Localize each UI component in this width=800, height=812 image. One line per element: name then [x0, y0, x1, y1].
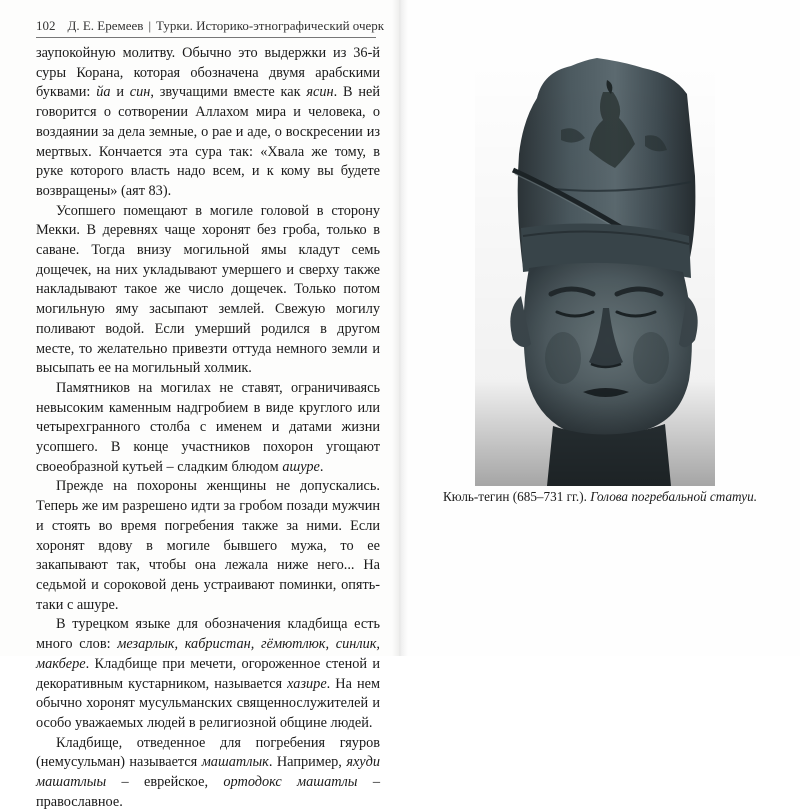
italic-term: ясин: [306, 84, 334, 101]
text-run: .: [319, 458, 324, 475]
header-title: Турки. Историко-этнографический очерк: [156, 18, 385, 33]
statue-head-photo: [475, 58, 715, 486]
paragraph: [36, 615, 380, 733]
figure-caption: [400, 489, 800, 505]
header-author: Д. Е. Еремеев: [67, 18, 144, 33]
paragraph: [36, 477, 380, 615]
text-run: – православное.: [36, 774, 380, 810]
paragraph: [36, 734, 380, 812]
statue-head-illustration: [475, 58, 715, 486]
caption-italic: Голова погребальной статуи.: [590, 489, 757, 504]
left-page: [0, 0, 400, 810]
text-run: В турецком языке для обозначения кладбища есть много слов:: [36, 616, 380, 653]
paragraph: [36, 202, 380, 379]
italic-term: ашуре: [282, 458, 320, 475]
header-rule: [36, 37, 376, 38]
text-run: . Например,: [268, 754, 347, 771]
italic-term: яхуди машатлыы: [36, 754, 380, 791]
text-run: заупокойную молитву. Обычно это выдержки из 36-й суры Корана, которая обозначена двумя арабскими буквами:: [36, 45, 380, 101]
text-run: Кладбище, отведенное для погребения гяуров (немусульман) называется: [36, 734, 380, 771]
text-run: и: [110, 84, 130, 101]
text-run: . В ней говорится о сотворении Аллахом мира и человека, о воздаянии за дела земные, о рае и аде, о воскресении из мертвых. Кончается эта сура так: «Хвала же тому, в руке которого власть надо всем, и к кому вы будете возвращены» (аят 83).: [36, 84, 380, 199]
italic-term: мезарлык, кабристан, гёмютлюк, синлик, макбере: [36, 636, 380, 672]
text-run: Усопшего помещают в могиле головой в сторону Мекки. В деревнях чаще хоронят без гроба, только в саване. Тогда внизу могильной ямы кладут семь дощечек, на них укладывают умершего и сверху также накладывают такое же число дощечек. Только потом могильную яму засыпают землей. Свежую могилу поливают водой. Если умерший родился в другом месте, то желательно привезти оттуда немного земли и высыпать ее на могильный холмик.: [36, 202, 380, 377]
italic-term: ортодокс машатлы: [223, 774, 358, 791]
caption-main: Кюль-тегин (685–731 гг.).: [443, 489, 591, 504]
body-text: [36, 44, 380, 812]
italic-term: машатлык: [201, 754, 269, 771]
italic-term: хазире: [287, 675, 327, 692]
text-run: – еврейское,: [106, 774, 224, 791]
italic-term: син: [129, 84, 151, 101]
text-run: . На нем обычно хоронят мусульманских священнослужителей и особо уважаемых людей в религиозной общине людей.: [36, 675, 380, 731]
book-gutter: [392, 0, 408, 656]
text-run: , звучащими вместе как: [150, 84, 307, 101]
text-run: Прежде на похороны женщины не допускались. Теперь же им разрешено идти за гробом позади мужчин и стоять во время погребения также за ними. Если хоронят вдову в могиле бывшего мужа, то ее закапывают так, чтобы она лежала ниже него... На седьмой и сороковой день устраивают поминки, опять-таки с ашуре.: [36, 478, 380, 613]
paragraph: [36, 44, 380, 202]
page-number: 102: [36, 18, 56, 33]
text-run: Памятников на могилах не ставят, ограничиваясь невысоким каменным надгробием в виде круглого или четырехгранного столба с именем и датами жизни усопшего. В конце участников похорон угощают своеобразной кутьей – сладким блюдом: [36, 379, 380, 475]
text-run: . Кладбище при мечети, огороженное стеной и декоративным кустарником, называется: [36, 655, 380, 692]
italic-term: йа: [96, 84, 111, 101]
paragraph: [36, 379, 380, 478]
running-header: [36, 18, 385, 34]
header-separator: |: [148, 18, 152, 33]
